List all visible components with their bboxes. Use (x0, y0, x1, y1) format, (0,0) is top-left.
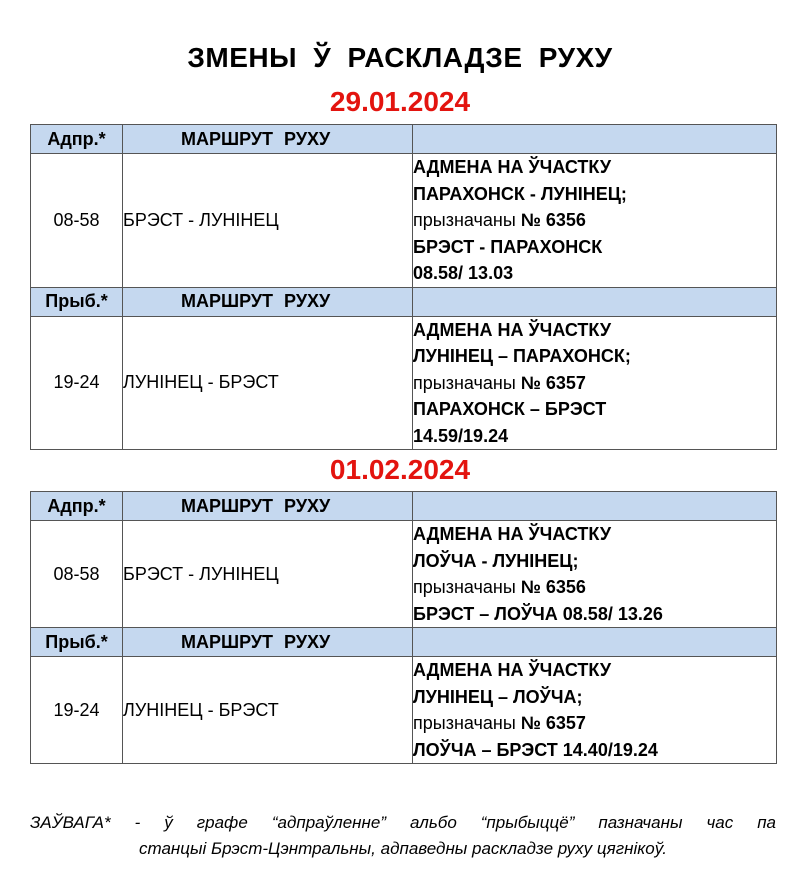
footnote-line: станцыі Брэст-Цэнтральны, адпаведны раскладзе руху цягнікоў. (139, 839, 667, 858)
note-train-number: № 6357 (520, 713, 586, 733)
note-train-number: № 6357 (520, 372, 586, 393)
route-name: ЛУНІНЕЦ - БРЭСТ (123, 657, 413, 764)
table-row (31, 154, 777, 288)
header-route: МАРШРУТ РУХУ (123, 492, 413, 521)
note-train-number: № 6356 (520, 210, 586, 230)
note-line: ЛОЎЧА – БРЭСТ 14.40/19.24 (413, 739, 658, 760)
header-row-arrival (31, 287, 777, 316)
footnote-line: ЗАЎВАГА* - ў графе “адпраўленне” альбо “прыбыццё” пазначаны час па (30, 813, 776, 832)
header-direction: Адпр.* (31, 125, 123, 154)
route-name: БРЭСТ - ЛУНІНЕЦ (123, 521, 413, 628)
header-direction: Прыб.* (31, 628, 123, 657)
note-line: АДМЕНА НА ЎЧАСТКУ (413, 157, 612, 177)
header-row-arrival (31, 628, 777, 657)
note-train-number: № 6356 (520, 577, 586, 597)
note-line: БРЭСТ - ПАРАХОНСК (413, 236, 603, 257)
note-line: ПАРАХОНСК – БРЭСТ (413, 399, 607, 419)
header-route: МАРШРУТ РУХУ (123, 628, 413, 657)
note-assigned-label: прызначаны (413, 713, 521, 733)
section-date: 01.02.2024 (329, 454, 471, 485)
change-note (413, 316, 777, 450)
schedule-table (30, 124, 777, 450)
note-line: АДМЕНА НА ЎЧАСТКУ (413, 524, 612, 544)
note-line: ЛОЎЧА - ЛУНІНЕЦ; (413, 550, 579, 571)
header-note (413, 492, 777, 521)
note-line: ПАРАХОНСК - ЛУНІНЕЦ; (413, 183, 627, 204)
note-line: АДМЕНА НА ЎЧАСТКУ (413, 319, 612, 340)
note-assigned-label: прызначаны (413, 372, 521, 393)
arrival-time: 19-24 (31, 657, 123, 764)
header-direction: Адпр.* (31, 492, 123, 521)
arrival-time: 19-24 (31, 316, 123, 450)
note-line: 08.58/ 13.03 (413, 263, 514, 283)
note-line: АДМЕНА НА ЎЧАСТКУ (413, 660, 612, 680)
note-assigned-label: прызначаны (413, 210, 521, 230)
table-row (31, 316, 777, 450)
header-note (413, 287, 777, 316)
note-line: БРЭСТ – ЛОЎЧА 08.58/ 13.26 (413, 603, 663, 624)
header-row-departure (31, 492, 777, 521)
header-route: МАРШРУТ РУХУ (123, 125, 413, 154)
table-row (31, 521, 777, 628)
change-note (413, 657, 777, 764)
change-note (413, 521, 777, 628)
note-line: 14.59/19.24 (413, 425, 509, 446)
change-note (413, 154, 777, 288)
departure-time: 08-58 (31, 521, 123, 628)
footnote (30, 810, 776, 862)
route-name: БРЭСТ - ЛУНІНЕЦ (123, 154, 413, 288)
header-note (413, 125, 777, 154)
table-row (31, 657, 777, 764)
schedule-table (30, 491, 777, 764)
note-line: ЛУНІНЕЦ – ПАРАХОНСК; (413, 346, 631, 366)
route-name: ЛУНІНЕЦ - БРЭСТ (123, 316, 413, 450)
page-title: ЗМЕНЫ Ў РАСКЛАДЗЕ РУХУ (187, 42, 613, 73)
header-route: МАРШРУТ РУХУ (123, 287, 413, 316)
note-assigned-label: прызначаны (413, 577, 521, 597)
header-note (413, 628, 777, 657)
note-line: ЛУНІНЕЦ – ЛОЎЧА; (413, 686, 583, 707)
header-direction: Прыб.* (31, 287, 123, 316)
section-date: 29.01.2024 (329, 86, 471, 117)
header-row-departure (31, 125, 777, 154)
departure-time: 08-58 (31, 154, 123, 288)
